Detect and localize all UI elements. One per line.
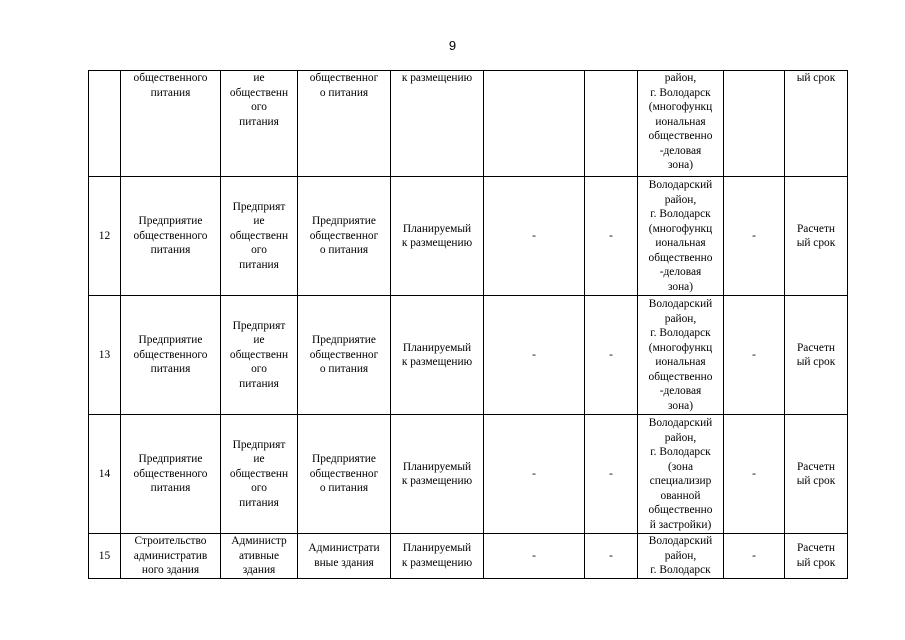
cell-line: питания <box>150 244 191 257</box>
cell-type <box>221 534 298 579</box>
cell-col6: - <box>484 534 585 579</box>
cell-term <box>785 296 848 415</box>
cell-line: о питания <box>319 86 369 99</box>
cell-line: Предприятие <box>312 334 376 347</box>
cell-line: питания <box>150 86 191 99</box>
cell-line: общественно <box>648 370 713 383</box>
cell-number: 14 <box>89 415 121 534</box>
cell-line: к размещению <box>401 72 473 84</box>
cell-line: общественного <box>133 229 208 242</box>
cell-line: общественн <box>229 86 289 99</box>
cell-type <box>221 71 298 177</box>
cell-kind <box>298 534 391 579</box>
cell-line: район, <box>664 72 697 84</box>
cell-line: Планируемый <box>402 460 472 473</box>
cell-line: ие <box>253 72 265 84</box>
cell-status <box>391 177 484 296</box>
cell-line: вные здания <box>314 556 374 569</box>
cell-line: о питания <box>319 482 369 495</box>
cell-line: Предприятие <box>312 215 376 228</box>
cell-line: общественного <box>133 72 208 84</box>
cell-line: г. Володарск <box>650 564 711 576</box>
cell-location <box>638 534 724 579</box>
cell-name <box>121 415 221 534</box>
cell-line: Предприят <box>232 438 286 451</box>
cell-location <box>638 296 724 415</box>
cell-number <box>89 71 121 177</box>
cell-line: к размещению <box>401 556 473 569</box>
cell-location <box>638 415 724 534</box>
cell-line: район, <box>664 549 697 562</box>
cell-line: Володарский <box>648 179 713 191</box>
cell-col6: - <box>484 296 585 415</box>
cell-line: (зона <box>667 460 694 473</box>
cell-line: к размещению <box>401 237 473 249</box>
cell-line: Володарский <box>648 298 713 310</box>
cell-name <box>121 177 221 296</box>
cell-line: -деловая <box>659 266 702 278</box>
cell-name <box>121 296 221 415</box>
cell-line: Володарский <box>648 417 713 429</box>
cell-line: административ <box>133 549 208 562</box>
table-row <box>89 296 848 415</box>
cell-line: Расчетн <box>796 460 836 473</box>
cell-line: ного здания <box>141 564 200 576</box>
cell-line: общественно <box>648 504 713 516</box>
cell-line: общественного <box>133 348 208 361</box>
cell-line: ый срок <box>796 556 836 569</box>
cell-line: ие <box>253 334 265 347</box>
cell-line: о питания <box>319 363 369 376</box>
cell-col9 <box>724 71 785 177</box>
cell-line: иональная <box>655 237 706 249</box>
cell-kind <box>298 71 391 177</box>
cell-number: 13 <box>89 296 121 415</box>
cell-line: иональная <box>655 356 706 368</box>
cell-status <box>391 534 484 579</box>
cell-term <box>785 177 848 296</box>
cell-line: зона) <box>667 280 694 293</box>
cell-line: общественно <box>648 130 713 142</box>
cell-line: (многофункц <box>648 341 713 354</box>
cell-line: общественног <box>309 229 379 242</box>
cell-col6: - <box>484 177 585 296</box>
cell-col6: - <box>484 415 585 534</box>
objects-table <box>88 70 848 579</box>
cell-line: специализир <box>649 475 712 487</box>
table-row <box>89 534 848 579</box>
cell-term <box>785 415 848 534</box>
cell-line: общественног <box>309 72 379 84</box>
cell-line: г. Володарск <box>650 208 711 220</box>
cell-status <box>391 71 484 177</box>
cell-line: Предприятие <box>138 215 203 228</box>
cell-line: к размещению <box>401 475 473 487</box>
cell-col7: - <box>585 415 638 534</box>
cell-name <box>121 534 221 579</box>
cell-col9: - <box>724 534 785 579</box>
cell-line: Предприят <box>232 319 286 332</box>
cell-line: район, <box>664 431 697 444</box>
cell-line: иональная <box>655 115 706 128</box>
cell-line: Планируемый <box>402 341 472 354</box>
page-number: 9 <box>448 38 457 53</box>
cell-number: 15 <box>89 534 121 579</box>
cell-line: -деловая <box>659 144 702 157</box>
table-body <box>89 71 848 579</box>
cell-line: Расчетн <box>796 341 836 354</box>
cell-location <box>638 177 724 296</box>
cell-line: -деловая <box>659 385 702 397</box>
cell-kind <box>298 415 391 534</box>
cell-line: (многофункц <box>648 222 713 235</box>
cell-line: Расчетн <box>796 222 836 235</box>
cell-line: к размещению <box>401 356 473 368</box>
cell-line: Планируемый <box>402 542 472 555</box>
cell-line: Планируемый <box>402 222 472 235</box>
cell-kind <box>298 296 391 415</box>
cell-col6 <box>484 71 585 177</box>
table-row <box>89 177 848 296</box>
cell-line: ативные <box>238 549 280 562</box>
cell-line: зона) <box>667 399 694 412</box>
cell-status <box>391 296 484 415</box>
cell-line: общественн <box>229 467 289 480</box>
cell-line: ый срок <box>796 475 836 487</box>
cell-line: й застройки) <box>649 518 712 531</box>
cell-line: общественног <box>309 467 379 480</box>
cell-kind <box>298 177 391 296</box>
table-row <box>89 71 848 177</box>
cell-line: питания <box>239 258 279 271</box>
cell-line: Предприят <box>232 200 286 213</box>
cell-col7: - <box>585 177 638 296</box>
table-row <box>89 415 848 534</box>
cell-line: ый срок <box>796 72 836 84</box>
cell-line: Расчетн <box>796 542 836 555</box>
cell-line: Администрати <box>308 542 380 555</box>
cell-line: общественног <box>309 348 379 361</box>
cell-line: г. Володарск <box>650 327 711 339</box>
cell-col9: - <box>724 415 785 534</box>
cell-term <box>785 71 848 177</box>
cell-col7: - <box>585 534 638 579</box>
cell-type <box>221 177 298 296</box>
cell-line: ый срок <box>796 356 836 368</box>
cell-line: район, <box>664 193 697 206</box>
cell-line: о питания <box>319 244 369 257</box>
cell-line: ие <box>253 215 265 228</box>
cell-type <box>221 415 298 534</box>
cell-col7 <box>585 71 638 177</box>
cell-col9: - <box>724 296 785 415</box>
cell-line: ого <box>251 101 267 113</box>
cell-line: г. Володарск <box>650 86 711 99</box>
cell-col7: - <box>585 296 638 415</box>
cell-line: питания <box>150 363 191 376</box>
cell-col9: - <box>724 177 785 296</box>
cell-line: питания <box>150 482 191 495</box>
cell-line: Администр <box>231 535 287 547</box>
cell-line: питания <box>239 496 279 509</box>
cell-line: здания <box>242 564 276 576</box>
cell-line: Предприятие <box>138 453 203 466</box>
cell-line: ого <box>251 363 267 376</box>
cell-line: Володарский <box>648 535 713 547</box>
cell-line: Строительство <box>134 535 207 547</box>
cell-location <box>638 71 724 177</box>
cell-line: ый срок <box>796 237 836 249</box>
cell-line: общественно <box>648 251 713 264</box>
cell-term <box>785 534 848 579</box>
cell-number: 12 <box>89 177 121 296</box>
cell-line: (многофункц <box>648 101 713 113</box>
cell-status <box>391 415 484 534</box>
cell-line: ого <box>251 244 267 257</box>
cell-line: район, <box>664 312 697 325</box>
cell-line: ие <box>253 453 265 466</box>
cell-line: Предприятие <box>312 453 376 466</box>
cell-line: питания <box>239 377 279 390</box>
cell-line: общественного <box>133 467 208 480</box>
cell-name <box>121 71 221 177</box>
cell-line: ованной <box>660 489 701 502</box>
cell-type <box>221 296 298 415</box>
cell-line: ого <box>251 482 267 495</box>
cell-line: питания <box>239 115 279 128</box>
cell-line: Предприятие <box>138 334 203 347</box>
cell-line: г. Володарск <box>650 446 711 458</box>
cell-line: общественн <box>229 348 289 361</box>
cell-line: общественн <box>229 229 289 242</box>
cell-line: зона) <box>667 159 694 171</box>
